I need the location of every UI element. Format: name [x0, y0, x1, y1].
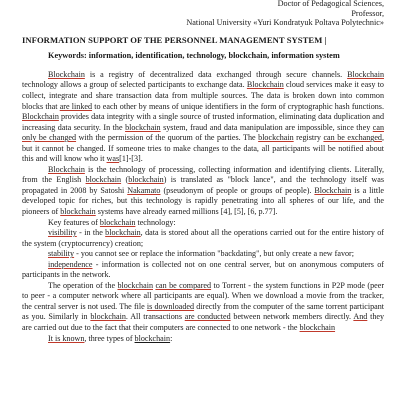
document-page [22, 0, 384, 344]
author-university: National University «Yuri Kondratyuk Poltava Polytechnic» [186, 18, 384, 28]
feature-independence: independence - information is collected not on one central server, but on anonymous computers of participants in the network. [22, 259, 384, 280]
paragraph-blockchain-technology: Blockchain is the technology of processing, collecting information and identifying clients. Literally, from the English blockchain (blockchain) is translated as "block lance", and the technology itself was propagated in 2008 by Satoshi Nakamato (pseudonym of people or groups of people). Blockchain is a little developed topic for riches, but this technology is rapidly penetrating into all spheres of our life, and the pioneers of blockchain systems have already earned millions [4], [5], [6, p.77]. [22, 164, 385, 216]
keywords: Keywords: information, identification, technology, blockchain, information system [48, 51, 340, 61]
paragraph-key-features: Key features of blockchain technology: [48, 217, 176, 227]
feature-stability: stability - you cannot see or replace the information "backdating", but only create a new favor; [48, 249, 354, 259]
paragraph-types: It is known, three types of blockchain: [48, 333, 173, 343]
text-cursor: | [322, 34, 327, 45]
author-title: Professor, [351, 8, 384, 18]
author-degree: Doctor of Pedagogical Sciences, [277, 0, 384, 8]
paragraph-torrent-comparison: The operation of the blockchain can be compared to Torrent - the system functions in P2P mode (peer to peer - a computer network where all participants are equal). When we download a movie from the tracker, the central server is not used. The file is downloaded directly from the computer of the same torrent participant as you. Similarly in blockchain. All transactions are conducted between network members directly. And they are carried out due to the fact that their computers are connected to one network - the blockchain [22, 280, 385, 332]
paragraph-blockchain-definition: Blockchain is a registry of decentralized data exchanged through secure channels. Blockchain technology allows a group of selected participants to exchange data. Blockchain cloud services make it easy to collect, integrate and share transaction data from multiple sources. The data is broken down into common blocks that are linked to each other by means of unique identifiers in the form of cryptographic hash functions. Blockchain provides data integrity with a single source of trusted information, eliminating data duplication and increasing data security. In the blockchain system, fraud and data manipulation are impossible, since they can only be changed with the permission of the quorum of the parties. The blockchain registry can be exchanged, but it cannot be changed. If someone tries to make changes to the data, all participants will be notified about this and will know who it was[1]-[3]. [22, 69, 384, 164]
author-affiliation [22, 0, 384, 28]
feature-visibility: visibility - in the blockchain, data is stored about all the operations carried out for the entire history of the system (cryptocurrency) creation; [22, 228, 384, 248]
paper-title: INFORMATION SUPPORT OF THE PERSONNEL MANAGEMENT SYSTEM | [22, 34, 327, 45]
